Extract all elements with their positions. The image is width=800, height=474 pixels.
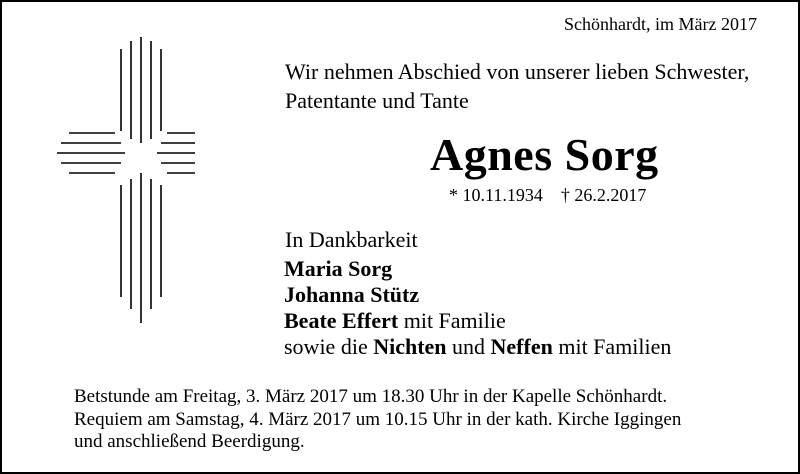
intro-line-1: Wir nehmen Abschied von unserer lieben Schwester,: [285, 59, 750, 84]
mourner-4-pre: sowie die: [284, 334, 374, 359]
service-line-1: Betstunde am Freitag, 3. März 2017 um 18.30 Uhr in der Kapelle Schönhardt.: [74, 386, 668, 407]
mourners-list: [284, 256, 671, 360]
mourner-4: [284, 334, 671, 360]
mourner-4-post: mit Familien: [552, 334, 672, 359]
death-date: † 26.2.2017: [560, 185, 647, 205]
intro-line-2: Patentante und Tante: [285, 88, 469, 113]
service-line-3: und anschließend Beerdigung.: [74, 431, 305, 452]
mourner-2: Johanna Stütz: [284, 282, 420, 307]
mourner-3: [284, 308, 671, 334]
service-line-2: Requiem am Samstag, 4. März 2017 um 10.15 Uhr in der kath. Kirche Iggingen: [74, 408, 682, 430]
place-date: Schönhardt, im März 2017: [564, 14, 757, 34]
cross-icon: [55, 33, 195, 333]
mourner-4-nieces: Nichten: [373, 334, 447, 359]
gratitude-text: In Dankbarkeit: [285, 227, 418, 252]
life-dates: [449, 185, 646, 206]
intro-text: [285, 57, 749, 115]
mourner-1: Maria Sorg: [284, 256, 393, 281]
mourner-4-nephews: Neffen: [490, 334, 553, 359]
deceased-name: Agnes Sorg: [430, 129, 659, 180]
service-info: [74, 386, 681, 454]
birth-date: * 10.11.1934: [449, 185, 543, 205]
mourner-4-mid: und: [446, 334, 491, 359]
mourner-3-rest: mit Familie: [398, 308, 506, 333]
mourner-3-name: Beate Effert: [284, 308, 399, 333]
